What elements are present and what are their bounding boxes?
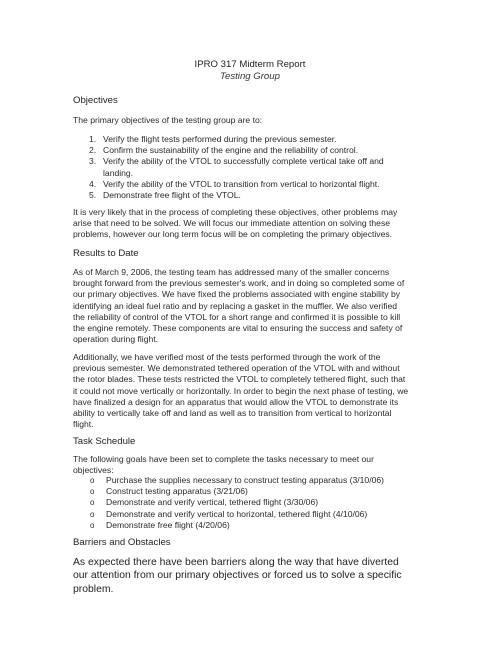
bullet-icon: o <box>90 476 95 485</box>
objectives-list <box>73 134 409 201</box>
report-title: IPRO 317 Midterm Report <box>194 59 306 70</box>
report-subtitle: Testing Group <box>220 71 280 82</box>
list-item: o Construct testing apparatus (3/21/06) <box>90 486 248 497</box>
barriers-heading: Barriers and Obstacles <box>73 537 171 548</box>
bullet-icon: o <box>90 509 95 519</box>
objectives-closing: It is very likely that in the process of completing these objectives, other problems may arise that need to be solved. We will focus our immediate attention on solving these problems, however our long term focus will be on completing the primary objectives. <box>73 207 398 240</box>
schedule-intro: The following goals have been set to complete the tasks necessary to meet our objectives: <box>73 454 374 476</box>
bullet-icon: o <box>90 487 95 497</box>
results-paragraph-2: Additionally, we have verified most of the tests performed through the work of the previous semester. We demonstrated tethered operation of the VTOL with and without the rotor blades. These tests restricted the VTOL to completely tethered flight, such that it could not move vertically or horizontally. In order to begin the next phase of testing, we have finalized a design for an apparatus that would allow the VTOL to demonstrate its ability to vertically take off and land as well as to transition from vertical to horizontal flight. <box>73 352 409 430</box>
results-paragraph-1: As of March 9, 2006, the testing team has addressed many of the smaller concerns brought forward from the previous semester's work, and in doing so completed some of our primary objectives. We have fixed the problems associated with engine stability by identifying an ideal fuel ratio and by replacing a gasket in the muffler. We also verified the reliability of control of the VTOL for a short range and confirmed it is possible to kill the engine remotely. These components are vital to ensuring the success and safety of operation during flight. <box>73 267 405 345</box>
list-item: 1. Verify the flight tests performed during the previous semester. <box>89 134 337 144</box>
list-item: 2. Confirm the sustainability of the engine and the reliability of control. <box>89 145 359 156</box>
list-item: o Demonstrate and verify vertical, tethered flight (3/30/06) <box>90 497 319 508</box>
bullet-icon: o <box>90 520 95 530</box>
objectives-intro: The primary objectives of the testing group are to: <box>73 115 263 125</box>
results-heading: Results to Date <box>73 248 139 259</box>
list-item: 3. Verify the ability of the VTOL to successfully complete vertical take off and landing. <box>89 156 384 178</box>
barriers-text: As expected there have been barriers along the way that have diverted our attention from our primary objectives or forced us to solve a specific problem. <box>73 557 402 595</box>
schedule-heading: Task Schedule <box>73 436 136 447</box>
objectives-heading: Objectives <box>73 95 118 106</box>
list-item: 5. Demonstrate free flight of the VTOL. <box>89 190 241 201</box>
bullet-icon: o <box>90 498 95 508</box>
schedule-list <box>73 475 409 531</box>
list-item: o Demonstrate free flight (4/20/06) <box>90 519 230 530</box>
list-item: o Purchase the supplies necessary to construct testing apparatus (3/10/06) <box>90 475 385 485</box>
list-item: 4. Verify the ability of the VTOL to transition from vertical to horizontal flight. <box>89 178 380 189</box>
list-item: o Demonstrate and verify vertical to horizontal, tethered flight (4/10/06) <box>90 508 368 519</box>
